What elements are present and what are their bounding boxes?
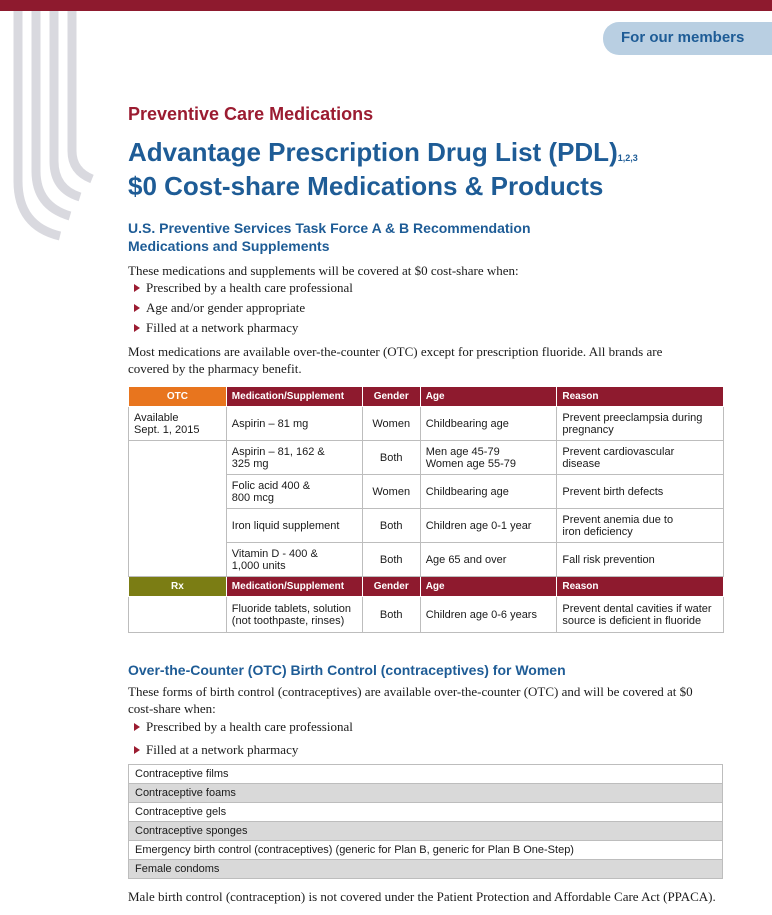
col-header-age: Age [420,387,557,407]
list-item-text: Emergency birth control (contraceptives) (generic for Plan B, generic for Plan B One-Step) [129,841,723,860]
list-item-text: Contraceptive foams [129,784,723,803]
age-text: Men age 45-79 [425,445,500,458]
medication-text: Iron liquid supplement [231,519,340,532]
availability-cell-empty [129,441,227,577]
list-item-text: Contraceptive gels [129,803,723,822]
reason-text: pregnancy [562,423,614,436]
title-footnote-refs: 1,2,3 [617,153,638,163]
medication-cell [226,441,362,475]
list-item [129,841,723,860]
age-text: Children age 0-6 years [425,608,537,621]
age-text: Children age 0-1 year [425,519,532,532]
uspstf-note-line2: covered by the pharmacy benefit. [128,361,302,376]
age-cell [420,509,557,543]
availability-line2: Sept. 1, 2015 [134,423,200,436]
list-item [129,860,723,879]
list-item [129,803,723,822]
table-row [129,441,724,475]
bullet-arrow-icon [134,723,140,731]
birth-control-intro [128,683,693,717]
birth-control-footnote: Male birth control (contraception) is not covered under the Patient Protection and Affordable Care Act (PPACA). [128,889,716,904]
bullet-text: Prescribed by a health care professional [146,280,353,295]
uspstf-heading-line2: Medications and Supplements [128,238,330,254]
birth-control-intro-line1: These forms of birth control (contraceptives) are available over-the-counter (OTC) and will be covered at $0 [128,684,693,699]
age-text: Women age 55-79 [425,457,516,470]
reason-text: iron deficiency [562,525,633,538]
col-header-medication: Medication/Supplement [226,577,362,597]
medication-text: Fluoride tablets, solution [231,602,352,615]
reason-text: Prevent anemia due to [562,513,674,526]
table-row [129,407,724,441]
medication-text: 800 mcg [231,491,274,504]
bullet-arrow-icon [134,284,140,292]
uspstf-bullet [134,300,305,316]
title-line1: Advantage Prescription Drug List (PDL) [128,137,618,167]
birth-control-heading: Over-the-Counter (OTC) Birth Control (contraceptives) for Women [128,662,566,678]
medication-text: (not toothpaste, rinses) [231,614,345,627]
bullet-arrow-icon [134,746,140,754]
list-item-text: Female condoms [129,860,723,879]
gender-cell: Both [362,509,420,543]
for-members-label: For our members [621,29,745,46]
reason-cell [557,441,724,475]
age-text: Childbearing age [425,417,509,430]
reason-cell [557,509,724,543]
otc-header: OTC [129,387,227,407]
gender-cell: Both [362,441,420,475]
bullet-arrow-icon [134,324,140,332]
uspstf-note-line1: Most medications are available over-the-counter (OTC) except for prescription fluoride. All brands are [128,344,663,359]
for-members-tab [603,22,772,55]
reason-cell [557,407,724,441]
reason-text: disease [562,457,601,470]
col-header-age: Age [420,577,557,597]
preventive-medications-table [128,386,724,633]
reason-text: Fall risk prevention [562,553,655,566]
col-header-reason: Reason [557,577,724,597]
table-row [129,597,724,633]
birth-control-intro-line2: cost-share when: [128,701,216,716]
rx-header: Rx [129,577,227,597]
rx-header-row [129,577,724,597]
bullet-text: Prescribed by a health care professional [146,719,353,734]
list-item [129,765,723,784]
medication-cell [226,597,362,633]
col-header-gender: Gender [362,577,420,597]
reason-text: Prevent birth defects [562,485,664,498]
section-title: Preventive Care Medications [128,104,374,124]
uspstf-heading-line1: U.S. Preventive Services Task Force A & B Recommendation [128,220,531,236]
reason-cell [557,543,724,577]
gender-cell: Women [362,475,420,509]
bullet-arrow-icon [134,304,140,312]
otc-header-row [129,387,724,407]
age-cell [420,441,557,475]
uspstf-intro: These medications and supplements will be covered at $0 cost-share when: [128,263,519,278]
medication-cell [226,509,362,543]
bullet-text: Filled at a network pharmacy [146,742,299,757]
medication-cell [226,543,362,577]
age-text: Childbearing age [425,485,509,498]
medication-text: Vitamin D - 400 & [231,547,318,560]
uspstf-note [128,343,662,377]
medication-text: Folic acid 400 & [231,479,311,492]
reason-text: Prevent preeclampsia during [562,411,703,424]
age-cell [420,543,557,577]
reason-text: Prevent cardiovascular [562,445,675,458]
top-bar [0,0,772,11]
medication-text: 1,000 units [231,559,286,572]
age-cell [420,475,557,509]
medication-text: Aspirin – 81 mg [231,417,309,430]
medication-cell [226,475,362,509]
col-header-reason: Reason [557,387,724,407]
reason-text: Prevent dental cavities if water [562,602,712,615]
list-item [129,784,723,803]
page-title [128,135,638,203]
col-header-medication: Medication/Supplement [226,387,362,407]
list-item [129,822,723,841]
reason-cell [557,597,724,633]
reason-cell [557,475,724,509]
reason-text: source is deficient in fluoride [562,614,702,627]
medication-text: Aspirin – 81, 162 & [231,445,325,458]
age-text: Age 65 and over [425,553,507,566]
availability-cell [129,407,227,441]
uspstf-bullet [134,280,353,296]
medication-cell [226,407,362,441]
availability-line1: Available [134,411,179,424]
col-header-gender: Gender [362,387,420,407]
birth-control-bullet [134,719,353,735]
gender-cell: Both [362,597,420,633]
uspstf-bullet [134,320,298,336]
age-cell [420,597,557,633]
title-line2: $0 Cost-share Medications & Products [128,171,604,201]
birth-control-list [128,764,723,879]
bullet-text: Filled at a network pharmacy [146,320,299,335]
bullet-text: Age and/or gender appropriate [146,300,306,315]
list-item-text: Contraceptive films [129,765,723,784]
birth-control-bullet [134,742,298,758]
medication-text: 325 mg [231,457,269,470]
decorative-arcs [0,11,120,241]
list-item-text: Contraceptive sponges [129,822,723,841]
gender-cell: Women [362,407,420,441]
gender-cell: Both [362,543,420,577]
availability-cell-empty [129,597,227,633]
age-cell [420,407,557,441]
uspstf-heading [128,219,531,255]
